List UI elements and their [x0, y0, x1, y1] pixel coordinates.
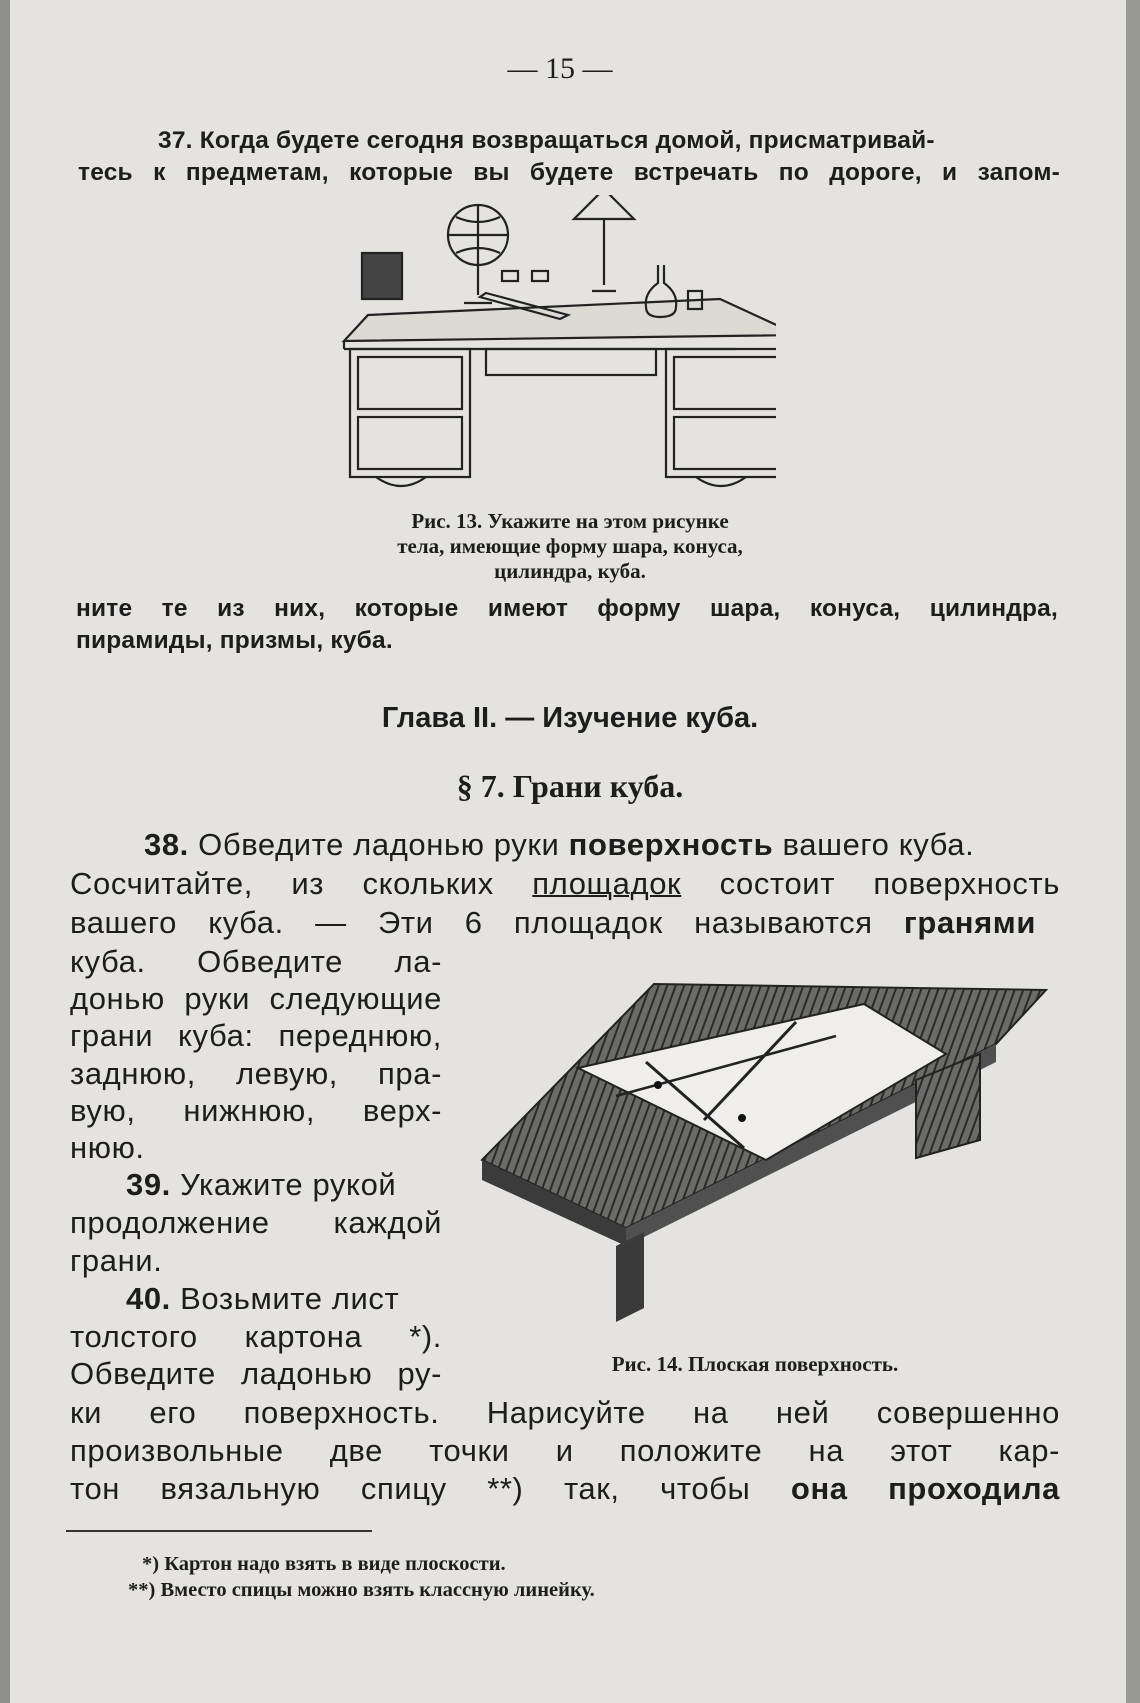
section-heading: § 7. Грани куба. [456, 768, 684, 804]
table-leg-front [616, 1232, 644, 1322]
ex37-line3: ните те из них, которые имеют форму шара, конуса, цилиндра, [76, 595, 1058, 622]
ex38-term-surface: поверхность [568, 827, 774, 862]
chapter-heading: Глава II. — Изучение куба. [381, 702, 759, 734]
footnote-2: **) Вместо спицы можно взять классную линейку. [128, 1579, 595, 1601]
footnote-divider [66, 1530, 372, 1532]
ex38-line9: нюю. [70, 1130, 145, 1165]
fig14-caption: Рис. 14. Плоская поверхность. [611, 1352, 899, 1376]
fig13-caption-line1: Рис. 13. Укажите на этом рисунке [411, 509, 729, 533]
ex37-number: 37. [158, 127, 193, 154]
cube-box [362, 253, 402, 299]
ex38-line1 [144, 826, 1074, 863]
ex40-line4: ки его поверхность. Нарисуйте на ней совершенно [70, 1395, 1060, 1430]
ex39-line1-text: Укажите рукой [180, 1167, 397, 1202]
ex40-line5: произвольные две точки и положите на этот кар- [70, 1433, 1060, 1468]
ex38-line2a: Сосчитайте, из скольких [70, 866, 494, 901]
ex38-line4: куба. Обведите ла- [70, 944, 442, 979]
ex37-line1-text: Когда будете сегодня возвращаться домой, присматривай- [199, 127, 935, 154]
lamp-cone [574, 195, 634, 219]
ex37-line2: тесь к предметам, которые вы будете встречать по дороге, и запом- [78, 159, 1060, 186]
ex38-line3 [70, 904, 1036, 941]
ex38-line1a: Обведите ладонью руки [198, 827, 560, 862]
figure-13-desk-illustration [336, 195, 776, 495]
ex40-line1-text: Возьмите лист [180, 1281, 400, 1316]
figure-14-flat-surface-illustration [476, 970, 1056, 1360]
ex38-line6: грани куба: переднюю, [70, 1018, 442, 1053]
ex40-line6 [70, 1470, 1060, 1507]
ex40-line1 [126, 1280, 446, 1317]
ex40-line3: Обведите ладонью ру- [70, 1356, 442, 1391]
fig13-caption-line2: тела, имеющие форму шара, конуса, [397, 534, 743, 558]
ex37-line4: пирамиды, призмы, куба. [76, 627, 393, 654]
footnote-1: *) Картон надо взять в виде плоскости. [142, 1553, 506, 1575]
fig13-caption-line3: цилиндра, куба. [494, 559, 646, 583]
ex38-line2c: состоит поверхность [719, 866, 1060, 901]
desk-right-pedestal [666, 349, 776, 477]
ex39-line2: продолжение каждой [70, 1205, 442, 1240]
page-number: — 15 — [507, 52, 613, 85]
ex39-line3: грани. [70, 1243, 163, 1278]
ex38-term-faces: гранями [903, 905, 1036, 940]
page-edge-right [1126, 0, 1140, 1703]
ex40-number: 40. [126, 1281, 171, 1316]
page-edge-left [0, 0, 10, 1703]
ex38-line3a: вашего куба. — Эти 6 площадок называются [70, 905, 873, 940]
ex38-line5: донью руки следующие [70, 981, 442, 1016]
point-b [738, 1114, 746, 1122]
ex38-line8: вую, нижнюю, верх- [70, 1093, 442, 1128]
point-a [654, 1081, 662, 1089]
ex38-line7: заднюю, левую, пра- [70, 1056, 442, 1091]
ex40-line6b: она проходила [790, 1471, 1060, 1506]
ex38-number: 38. [144, 827, 189, 862]
ex37-line1 [158, 125, 1078, 157]
ex40-line6a: тон вязальную спицу **) так, чтобы [70, 1471, 751, 1506]
ex38-term-areas: площадок [532, 866, 682, 901]
ex39-line1 [126, 1166, 446, 1203]
ex40-line2: толстого картона *). [70, 1319, 442, 1354]
desk-center-drawer [486, 349, 656, 375]
ex38-line2 [70, 865, 1060, 902]
desk-left-pedestal [350, 349, 470, 477]
ex38-line1c: вашего куба. [782, 827, 975, 862]
ex39-number: 39. [126, 1167, 171, 1202]
